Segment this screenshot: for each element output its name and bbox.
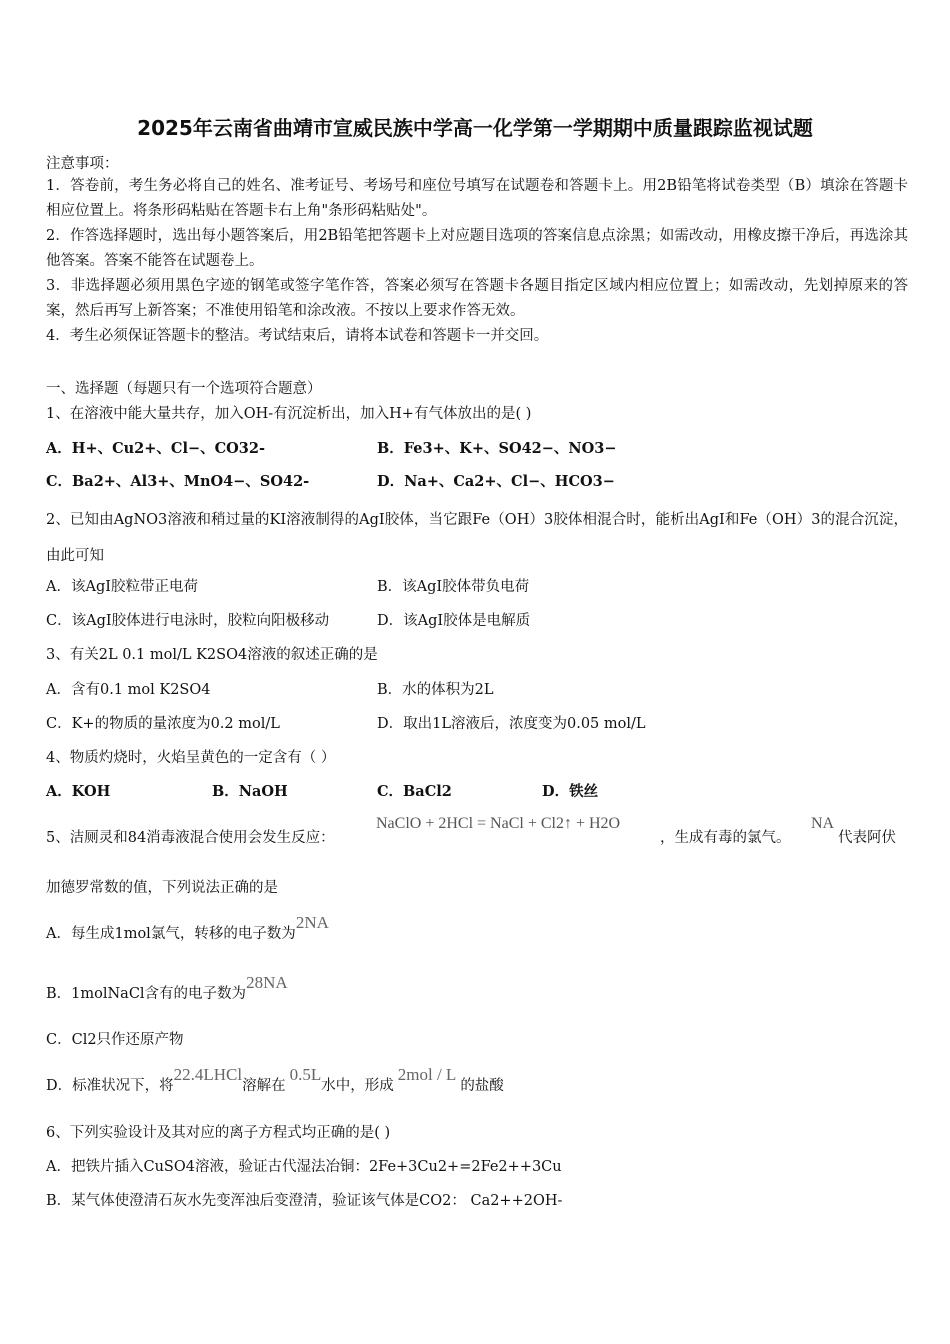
question-5-equation: NaClO + 2HCl = NaCl + Cl2↑ + H2O — [376, 815, 621, 832]
question-1-option-c: C．Ba2+、Al3+、MnO4−、SO42- — [46, 473, 310, 490]
question-4-option-a: A．KOH — [46, 783, 111, 800]
question-5-option-b — [46, 973, 288, 1003]
exam-title: 2025年云南省曲靖市宣威民族中学高一化学第一学期期中质量跟踪监视试题 — [137, 116, 813, 140]
question-5-option-d-text4: 的盐酸 — [460, 1078, 504, 1094]
question-4-option-c: C．BaCl2 — [377, 783, 452, 800]
question-5-stem-suffix: 代表阿伏 — [838, 830, 896, 846]
question-2-option-b: B．该AgI胶体带负电荷 — [377, 579, 530, 595]
question-5-option-d-formula3: 2mol / L — [397, 1065, 457, 1084]
question-5-stem-mid: ，生成有毒的氯气。 — [660, 830, 791, 846]
question-5-option-a-text: A．每生成1mol氯气，转移的电子数为 — [46, 926, 296, 942]
question-5-option-d-text2: 溶解在 — [242, 1078, 286, 1094]
notice-item-1: 1．答卷前，考生务必将自己的姓名、准考证号、考场号和座位号填写在试题卷和答题卡上。用2B铅笔将试卷类型（B）填涂在答题卡相应位置上。将条形码粘贴在答题卡右上角"条形码粘贴处"。 — [46, 178, 908, 219]
question-5-option-a-formula: 2NA — [295, 913, 329, 932]
question-5-option-c: C．Cl2只作还原产物 — [46, 1032, 184, 1048]
question-6-stem: 6、下列实验设计及其对应的离子方程式均正确的是( ) — [46, 1125, 391, 1141]
question-5-na-symbol: NA — [811, 815, 835, 832]
question-2-option-a: A．该AgI胶粒带正电荷 — [46, 579, 198, 595]
question-5-option-d-formula1: 22.4LHCl — [173, 1065, 243, 1084]
question-1-option-d: D．Na+、Ca2+、Cl−、HCO3− — [377, 473, 615, 490]
question-5-option-d-formula2: 0.5L — [289, 1065, 322, 1084]
question-3-option-b: B．水的体积为2L — [377, 682, 494, 698]
question-3-option-d: D．取出1L溶液后，浓度变为0.05 mol/L — [377, 716, 646, 732]
question-2-option-d: D．该AgI胶体是电解质 — [377, 613, 531, 629]
question-4-stem: 4、物质灼烧时，火焰呈黄色的一定含有（ ） — [46, 750, 336, 766]
question-3-stem: 3、有关2L 0.1 mol/L K2SO4溶液的叙述正确的是 — [46, 647, 378, 663]
question-4-option-d: D．铁丝 — [542, 783, 599, 800]
question-1-option-b: B．Fe3+、K+、SO42−、NO3− — [377, 440, 617, 457]
notice-item-2: 2．作答选择题时，选出每小题答案后，用2B铅笔把答题卡上对应题目选项的答案信息点涂黑；如需改动，用橡皮擦干净后，再选涂其他答案。答案不能答在试题卷上。 — [46, 228, 908, 269]
question-1-option-a: A．H+、Cu2+、Cl−、CO32- — [46, 440, 265, 457]
question-5-option-b-text: B．1molNaCl含有的电子数为 — [46, 986, 247, 1002]
question-3-option-c: C．K+的物质的量浓度为0.2 mol/L — [46, 716, 280, 732]
question-1-stem: 1、在溶液中能大量共存，加入OH-有沉淀析出，加入H+有气体放出的是( ) — [46, 406, 532, 422]
question-5-option-b-formula: 28NA — [246, 973, 288, 992]
question-5-stem-line2: 加德罗常数的值，下列说法正确的是 — [46, 880, 278, 896]
question-6-option-a: A．把铁片插入CuSO4溶液，验证古代湿法冶铜：2Fe+3Cu2+=2Fe2++3Cu — [46, 1159, 562, 1175]
question-2-option-c: C．该AgI胶体进行电泳时，胶粒向阳极移动 — [46, 613, 330, 629]
question-5-option-d-text3: 水中，形成 — [321, 1078, 394, 1094]
question-4-option-b: B．NaOH — [212, 783, 288, 800]
notice-heading: 注意事项： — [46, 156, 119, 172]
question-6-option-b: B．某气体使澄清石灰水先变浑浊后变澄清，验证该气体是CO2： Ca2++2OH- — [46, 1193, 563, 1209]
notice-item-3: 3．非选择题必须用黑色字迹的钢笔或签字笔作答，答案必须写在答题卡各题目指定区域内相应位置上；如需改动，先划掉原来的答案，然后再写上新答案；不准使用铅笔和涂改液。不按以上要求作答无效。 — [46, 278, 908, 319]
notice-item-4: 4．考生必须保证答题卡的整洁。考试结束后，请将本试卷和答题卡一并交回。 — [46, 328, 549, 344]
section-heading: 一、选择题（每题只有一个选项符合题意） — [46, 381, 322, 397]
question-3-option-a: A．含有0.1 mol K2SO4 — [46, 682, 211, 698]
question-5-stem-prefix: 5、洁厕灵和84消毒液混合使用会发生反应： — [46, 830, 335, 846]
question-5-option-d — [46, 1065, 504, 1095]
question-5-option-d-text1: D．标准状况下，将 — [46, 1078, 174, 1094]
question-5-option-a — [46, 913, 329, 943]
question-2-stem: 2、已知由AgNO3溶液和稍过量的KI溶液制得的AgI胶体，当它跟Fe（OH）3胶体相混合时，能析出AgI和Fe（OH）3的混合沉淀，由此可知 — [46, 512, 908, 564]
